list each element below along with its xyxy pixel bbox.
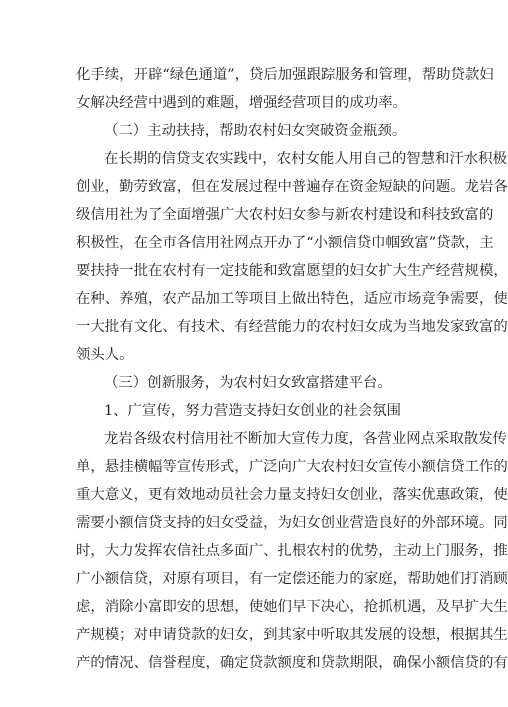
text-line: 重大意义，更有效地动员社会力量支持妇女创业，落实优惠政策，使	[76, 487, 508, 503]
text-line: 女解决经营中遇到的难题，增强经营项目的成功率。	[76, 95, 407, 111]
text-line: 一大批有文化、有技术、有经营能力的农村妇女成为当地发家致富的	[76, 319, 508, 335]
text-line: 时，大力发挥农信社点多面广、扎根农村的优势，主动上门服务，推	[76, 543, 508, 559]
text-line: 领头人。	[76, 347, 134, 363]
text-line: 产规模；对申请贷款的妇女，到其家中听取其发展的设想，根据其生	[76, 627, 508, 643]
section-heading: （二）主动扶持，帮助农村妇女突破资金瓶颈。	[104, 123, 407, 139]
text-line: 虑，消除小富即安的思想，使她们早下决心，抢抓机遇，及早扩大生	[76, 599, 508, 615]
text-line: 在种、养殖，农产品加工等项目上做出特色，适应市场竞争需要，使	[76, 291, 508, 307]
section-heading: （三）创新服务，为农村妇女致富搭建平台。	[104, 375, 392, 391]
text-line: 龙岩各级农村信用社不断加大宣传力度，各营业网点采取散发传	[104, 431, 507, 447]
text-line: 产的情况、信誉程度，确定贷款额度和贷款期限，确保小额信贷的有	[76, 655, 508, 671]
text-line: 需要小额信贷支持的妇女受益，为妇女创业营造良好的外部环境。同	[76, 515, 508, 531]
text-line: 积极性，在全市各信用社网点开办了“小额信贷巾帼致富”贷款，主	[76, 235, 494, 251]
subsection-heading: 1、广宣传，努力营造支持妇女创业的社会氛围	[104, 403, 401, 419]
text-line: 在长期的信贷支农实践中，农村女能人用自己的智慧和汗水积极	[104, 151, 507, 167]
text-line: 创业，勤劳致富，但在发展过程中普遍存在资金短缺的问题。龙岩各	[76, 179, 508, 195]
text-line: 化手续，开辟“绿色通道”，贷后加强跟踪服务和管理，帮助贷款妇	[76, 67, 494, 83]
text-line: 单，悬挂横幅等宣传形式，广泛向广大农村妇女宣传小额信贷工作的	[76, 459, 508, 475]
text-line: 广小额信贷，对原有项目，有一定偿还能力的家庭，帮助她们打消顾	[76, 571, 508, 587]
text-line: 级信用社为了全面增强广大农村妇女参与新农村建设和科技致富的	[76, 207, 494, 223]
text-line: 要扶持一批在农村有一定技能和致富愿望的妇女扩大生产经营规模，	[76, 263, 508, 279]
